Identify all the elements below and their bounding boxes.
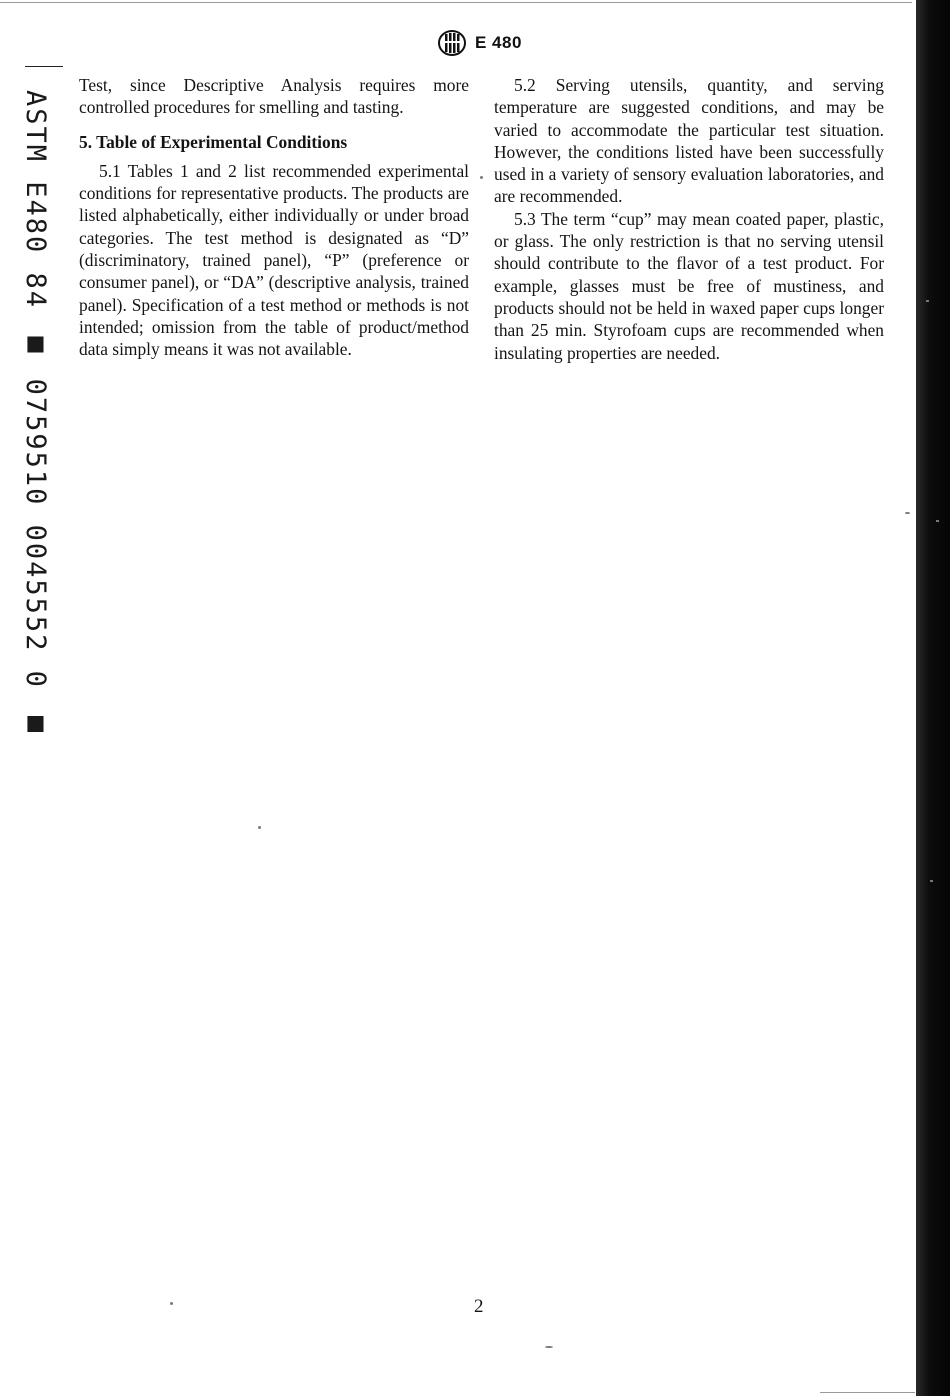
- right-column: [494, 74, 884, 364]
- continuation-text: Test, since Descriptive Analysis requires more controlled procedures for smelling and tasting.: [79, 75, 469, 118]
- scan-dot: [480, 176, 483, 179]
- side-code: ASTM E480 84 ■ 0759510 0045552 0 ■: [20, 90, 51, 741]
- scan-speck: [930, 880, 933, 882]
- bottom-rule: [820, 1392, 915, 1393]
- document-id: E 480: [475, 33, 522, 52]
- page-number: 2: [474, 1296, 484, 1317]
- section-heading: 5. Table of Experimental Conditions: [79, 131, 348, 152]
- paragraph-5-3: 5.3 The term “cup” may mean coated paper, plastic, or glass. The only restriction is that no serving utensil should contribute to the flavor of a test product. For example, glasses must be free of mustiness, and products should not be held in waxed paper cups longer than 25 min. Styrofoam cups are recommended when insulating properties are needed.: [494, 208, 884, 363]
- scan-edge: [916, 0, 950, 1396]
- top-rule: [0, 2, 912, 3]
- side-strip: [12, 90, 58, 741]
- scan-speck: [936, 520, 939, 522]
- astm-logo-icon: [437, 30, 467, 56]
- margin-rule: [25, 66, 63, 67]
- page-header: [437, 30, 522, 56]
- left-column: [79, 74, 469, 361]
- scan-dot: [545, 1346, 553, 1348]
- scan-speck: [926, 300, 929, 302]
- scan-dot: [905, 512, 910, 514]
- paragraph-5-2: 5.2 Serving utensils, quantity, and serving temperature are suggested conditions, and may be varied to accommodate the particular test situation. However, the conditions listed have been successfully used in a variety of sensory evaluation laboratories, and are recommended.: [494, 75, 884, 207]
- paragraph-5-1: 5.1 Tables 1 and 2 list recommended experimental conditions for representative products. The products are listed alphabetically, either individually or under broad categories. The test method is designated as “D” (discriminatory, trained panel), “P” (preference or consumer panel), or “DA” (descriptive analysis, trained panel). Specification of a test method or methods is not intended; omission from the table of product/method data simply means it was not available.: [79, 160, 469, 360]
- scan-dot: [258, 826, 261, 829]
- scan-dot: [170, 1302, 173, 1305]
